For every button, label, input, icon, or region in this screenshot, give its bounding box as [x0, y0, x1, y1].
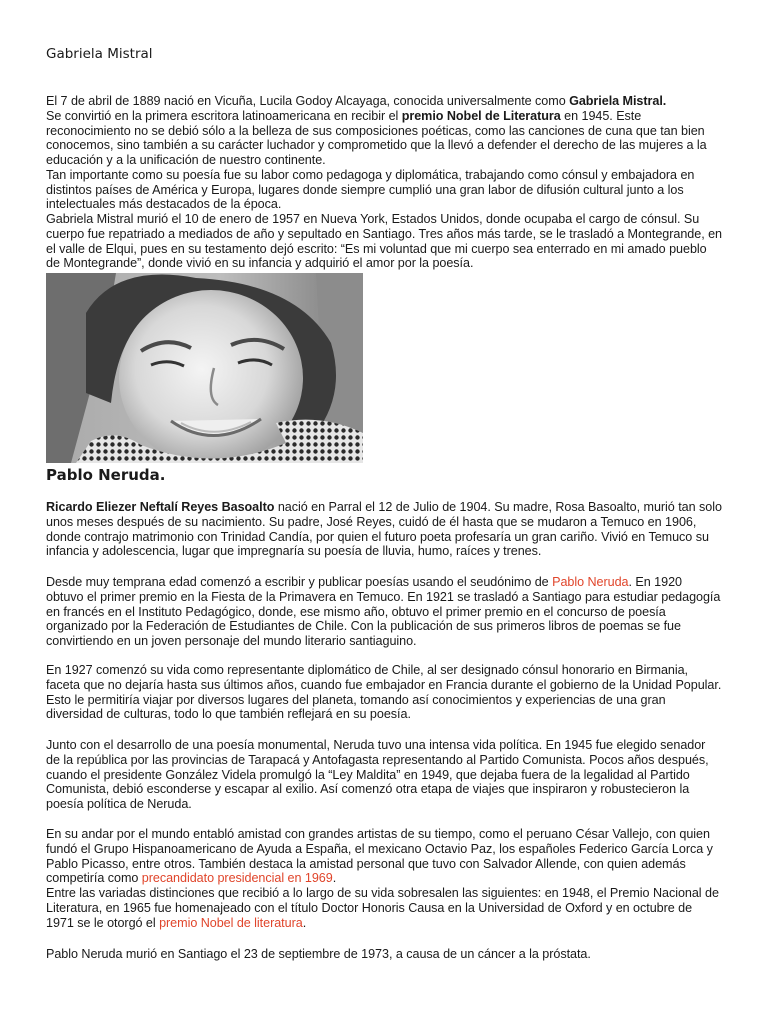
portrait-image [46, 273, 363, 463]
nobel-literatura-link[interactable]: premio Nobel de literatura [159, 915, 303, 930]
neruda-paragraph-2: Desde muy temprana edad comenzó a escribir y publicar poesías usando el seudónimo de Pablo Neruda. En 1920 obtuvo el primer premio en la Fiesta de la Primavera en Temuco. En 1921 se trasladó a Santiago para estudiar pedagogía en francés en el Instituto Pedagógico, donde, ese mismo año, obtuvo el primer premio en el concurso de poesía organizado por la Federación de Estudiantes de Chile. Con la publicación de sus primeros libros de poemas se fue convirtiendo en un joven personaje del mundo literario santiaguino. [46, 575, 721, 648]
neruda-paragraph-1: Ricardo Eliezer Neftalí Reyes Basoalto nació en Parral el 12 de Julio de 1904. Su madre, Rosa Basoalto, murió tan solo unos meses después de su nacimiento. Su padre, José Reyes, cuidó de él hasta que se mudaron a Temuco en 1906, donde contrajo matrimonio con Trinidad Candía, por quien el futuro poeta profesaría un gran cariño. Vivió en Temuco su infancia y adolescencia, lugar que impregnaría su poesía de lluvia, humo, raíces y trenes. [46, 500, 722, 559]
mistral-biography [46, 94, 722, 271]
mistral-paragraph-3: Gabriela Mistral murió el 10 de enero de 1957 en Nueva York, Estados Unidos, donde ocupaba el cargo de cónsul. Su cuerpo fue repatriado a mediados de año y sepultado en Santiago. Tres años más tarde, se le trasladó a Montegrande, en el valle de Elqui, pues en su testamento dejó escrito: “Es mi voluntad que mi cuerpo sea enterrado en mi amado pueblo de Montegrande”, donde vivió en su infancia y adquirió el amor por la poesía. [46, 212, 723, 271]
neruda-paragraph-3: En 1927 comenzó su vida como representante diplomático de Chile, al ser designado cónsul honorario en Birmania, faceta que no dejaría hasta sus últimos años, cuando fue embajador en Francia durante el gobierno de la Unidad Popular. Esto le permitiría viajar por diversos lugares del planeta, tomando así conocimientos y experiencias de una gran diversidad de culturas, todo lo que también reflejará en su poesía. [46, 663, 722, 722]
document-title: Gabriela Mistral [46, 46, 153, 62]
neruda-paragraph-6: Pablo Neruda murió en Santiago el 23 de septiembre de 1973, a causa de un cáncer a la próstata. [46, 947, 591, 961]
mistral-intro: El 7 de abril de 1889 nació en Vicuña, Lucila Godoy Alcayaga, conocida universalmente como Gabriela Mistral. [46, 94, 667, 108]
neruda-paragraph-4: Junto con el desarrollo de una poesía monumental, Neruda tuvo una intensa vida política. En 1945 fue elegido senador de la república por las provincias de Tarapacá y Antofagasta representando al Partido Comunista. Pocos años después, cuando el presidente González Videla promulgó la “Ley Maldita” en 1949, que dejaba fuera de la legalidad al Partido Comunista, debió esconderse y escapar al exilio. Así comenzó otra etapa de viajes que inspiraron y robustecieron la poesía política de Neruda. [46, 738, 709, 811]
neruda-full-name-bold: Ricardo Eliezer Neftalí Reyes Basoalto [46, 500, 275, 514]
gabriela-mistral-photo [46, 273, 363, 463]
mistral-nobel-paragraph: Se convirtió en la primera escritora latinoamericana en recibir el premio Nobel de Literatura en 1945. Este reconocimiento no se debió sólo a la belleza de sus composiciones poéticas, como las canciones de cuna que tan bien conocemos, sino también a su carácter luchador y comprometido que la llevó a defender el derecho de las mujeres a la educación y a la unificación de nuestro continente. [46, 108, 707, 167]
pablo-neruda-link[interactable]: Pablo Neruda [552, 575, 629, 589]
neruda-paragraph-5: En su andar por el mundo entabló amistad con grandes artistas de su tiempo, como el peruano César Vallejo, con quien fundó el Grupo Hispanoamericano de Ayuda a España, el mexicano Octavio Paz, los españoles Federico García Lorca y Pablo Picasso, entre otros. También destaca la amistad personal que tuvo con Salvador Allende, con quien además competiría como precandidato presidencial en 1969. Entre las variadas distinciones que recibió a lo largo de su vida sobresalen las siguientes: en 1948, el Premio Nacional de Literatura, en 1965 fue homenajeado con el título Doctor Honoris Causa en la Universidad de Oxford y en octubre de 1971 se le otorgó el premio Nobel de literatura. [46, 827, 719, 930]
precandidato-link[interactable]: precandidato presidencial en 1969 [141, 871, 333, 886]
nobel-bold: premio Nobel de Literatura [401, 108, 561, 123]
mistral-name-bold: Gabriela Mistral. [569, 94, 667, 108]
neruda-heading: Pablo Neruda. [46, 466, 166, 484]
mistral-paragraph-2: Tan importante como su poesía fue su labor como pedagoga y diplomática, trabajando como cónsul y embajadora en distintos países de América y Europa, lugares donde siempre cumplió una gran labor de difusión cultural junto a los intelectuales más destacados de la época. [46, 167, 695, 212]
